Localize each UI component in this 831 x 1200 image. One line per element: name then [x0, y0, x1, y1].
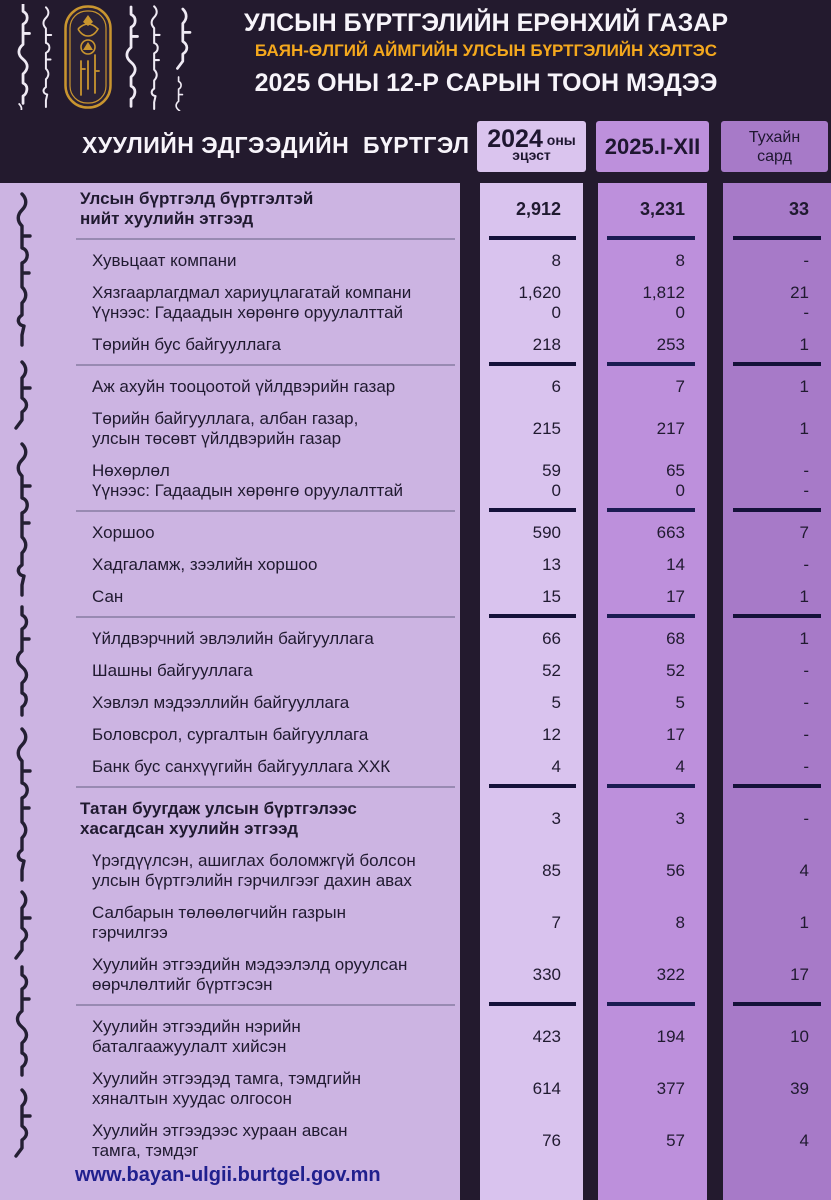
row-label: Хэвлэл мэдээллийн байгууллага [92, 693, 350, 712]
row-label: Хуулийн этгээдээс хураан авсан тамга, тэмдэг [92, 1121, 348, 1160]
value-2025: 3,231 [639, 199, 685, 219]
value-2024: 76 [542, 1131, 561, 1150]
section-divider [0, 235, 831, 245]
table-row [0, 751, 831, 783]
row-label: Үрэгдүүлсэн, ашиглах боломжгүй болсон улсын бүртгэлийн гэрчилгээг дахин авах [92, 851, 416, 890]
value-2025: 4 [675, 757, 685, 776]
value-2025: 663 [656, 523, 685, 542]
column-header-current-month: Тухайн сард [721, 121, 828, 172]
value-2025: 65 0 [666, 461, 685, 500]
value-current-month: 33 [788, 199, 809, 219]
value-current-month: - [803, 555, 809, 574]
value-2024: 7 [551, 913, 561, 932]
mongolian-script-header-left [10, 4, 64, 110]
value-current-month: - [803, 809, 809, 828]
table-row [0, 845, 831, 897]
mongolian-script-header-right [120, 5, 218, 111]
row-label: Үйлдвэрчний эвлэлийн байгууллага [92, 629, 374, 648]
table-row [0, 455, 831, 507]
table-row [0, 793, 831, 845]
row-label: Хувьцаат компани [92, 251, 237, 270]
value-2025: 377 [656, 1079, 685, 1098]
row-label: Хуулийн этгээдийн мэдээлэлд оруулсан өөрчлөлтийг бүртгэсэн [92, 955, 408, 994]
row-label: Хоршоо [92, 523, 155, 542]
value-2025: 253 [656, 335, 685, 354]
value-2025: 17 [666, 587, 685, 606]
table-row [0, 897, 831, 949]
value-2024: 1,620 0 [518, 283, 561, 322]
value-2025: 8 [675, 251, 685, 270]
value-2024: 218 [532, 335, 561, 354]
value-2025: 56 [666, 861, 685, 880]
division-title: БАЯН-ӨЛГИЙ АЙМГИЙН УЛСЫН БҮРТГЭЛИЙН ХЭЛТЭС [254, 41, 718, 60]
table-row [0, 549, 831, 581]
value-2024: 52 [542, 661, 561, 680]
row-label: Нөхөрлөл Үүнээс: Гадаадын хөрөнгө оруулалттай [92, 461, 404, 500]
row-label: Банк бус санхүүгийн байгууллага ХХК [92, 757, 391, 776]
table-section-title: ХУУЛИЙН ЭДГЭЭДИЙН БҮРТГЭЛ [82, 132, 470, 158]
value-2025: 217 [656, 419, 685, 438]
value-current-month: 4 [799, 1131, 809, 1150]
value-current-month: - [803, 661, 809, 680]
row-label: Төрийн байгууллага, албан газар, улсын төсөвт үйлдвэрийн газар [92, 409, 359, 448]
row-label: Аж ахуйн тооцоотой үйлдвэрийн газар [92, 377, 396, 396]
table-row [0, 403, 831, 455]
value-2025: 8 [675, 913, 685, 932]
value-current-month: 39 [790, 1079, 809, 1098]
value-2025: 322 [656, 965, 685, 984]
row-label: Боловсрол, сургалтын байгууллага [92, 725, 369, 744]
row-label: Хуулийн этгээдэд тамга, тэмдгийн хяналтын хуудас олгосон [92, 1069, 362, 1108]
footer-url: www.bayan-ulgii.burtgel.gov.mn [75, 1164, 381, 1186]
section-divider [0, 1001, 831, 1011]
rows [0, 183, 831, 1167]
row-label: Хуулийн этгээдийн нэрийн баталгаажуулалт хийсэн [92, 1017, 301, 1056]
table-row [0, 329, 831, 361]
value-2024: 614 [532, 1079, 561, 1098]
value-2024: 590 [532, 523, 561, 542]
value-current-month: 21 - [790, 283, 809, 322]
row-label: Татан буугдаж улсын бүртгэлээс хасагдсан хуулийн этгээд [80, 799, 357, 838]
value-2024: 15 [542, 587, 561, 606]
row-label: Төрийн бус байгууллага [92, 335, 281, 354]
header [228, 8, 744, 98]
value-2024: 13 [542, 555, 561, 574]
value-2024: 59 0 [542, 461, 561, 500]
value-2024: 66 [542, 629, 561, 648]
column-header-2024-line1: 2024 оны [487, 124, 576, 153]
value-2024: 3 [551, 809, 561, 828]
value-2025: 194 [656, 1027, 685, 1046]
value-2024: 12 [542, 725, 561, 744]
row-label: Шашны байгууллага [92, 661, 253, 680]
value-2024: 2,912 [515, 199, 561, 219]
value-current-month: 7 [799, 523, 809, 542]
row-label: Сан [92, 587, 124, 606]
row-label: Улсын бүртгэлд бүртгэлтэй нийт хуулийн этгээд [80, 189, 314, 228]
value-current-month: - [803, 251, 809, 270]
value-current-month: 1 [799, 913, 809, 932]
table-row [0, 949, 831, 1001]
row-label: Салбарын төлөөлөгчийн газрын гэрчилгээ [92, 903, 346, 942]
value-2024: 4 [551, 757, 561, 776]
value-current-month: 17 [790, 965, 809, 984]
value-2024: 6 [551, 377, 561, 396]
section-divider [0, 783, 831, 793]
table-row [0, 245, 831, 277]
value-2025: 17 [666, 725, 685, 744]
value-current-month: - [803, 725, 809, 744]
value-2025: 14 [666, 555, 685, 574]
table-row [0, 1063, 831, 1115]
report-period-title: 2025 ОНЫ 12-Р САРЫН ТООН МЭДЭЭ [254, 69, 718, 97]
value-current-month: - [803, 693, 809, 712]
table-row [0, 623, 831, 655]
table-row [0, 1011, 831, 1063]
table-row [0, 277, 831, 329]
value-2024: 330 [532, 965, 561, 984]
table-row [0, 655, 831, 687]
value-2025: 52 [666, 661, 685, 680]
table-row [0, 719, 831, 751]
value-2025: 3 [675, 809, 685, 828]
value-2024: 423 [532, 1027, 561, 1046]
column-header-2024: 2024 оны эцэст [477, 121, 586, 172]
value-2024: 8 [551, 251, 561, 270]
section-divider [0, 361, 831, 371]
value-current-month: - - [803, 461, 809, 500]
table-row [0, 1115, 831, 1167]
table-row [0, 581, 831, 613]
table-row [0, 687, 831, 719]
table-row [0, 183, 831, 235]
row-label: Хязгаарлагдмал хариуцлагатай компани Үүнээс: Гадаадын хөрөнгө оруулалттай [92, 283, 412, 322]
value-2025: 7 [675, 377, 685, 396]
value-2024: 5 [551, 693, 561, 712]
table-row [0, 517, 831, 549]
section-divider [0, 507, 831, 517]
value-current-month: 1 [799, 419, 809, 438]
value-current-month: 1 [799, 335, 809, 354]
value-2025: 1,812 0 [642, 283, 685, 322]
row-label: Хадгаламж, зээлийн хоршоо [92, 555, 318, 574]
section-divider [0, 613, 831, 623]
value-current-month: - [803, 757, 809, 776]
value-current-month: 1 [799, 377, 809, 396]
table-row [0, 371, 831, 403]
column-header-2025: 2025.I-XII [596, 121, 709, 172]
value-2024: 85 [542, 861, 561, 880]
value-2025: 57 [666, 1131, 685, 1150]
agency-emblem-logo [64, 5, 112, 109]
agency-title: УЛСЫН БҮРТГЭЛИЙН ЕРӨНХИЙ ГАЗАР [243, 9, 729, 37]
value-2025: 5 [675, 693, 685, 712]
value-current-month: 1 [799, 587, 809, 606]
value-current-month: 10 [790, 1027, 809, 1046]
value-2024: 215 [532, 419, 561, 438]
value-2025: 68 [666, 629, 685, 648]
value-current-month: 1 [799, 629, 809, 648]
value-current-month: 4 [799, 861, 809, 880]
